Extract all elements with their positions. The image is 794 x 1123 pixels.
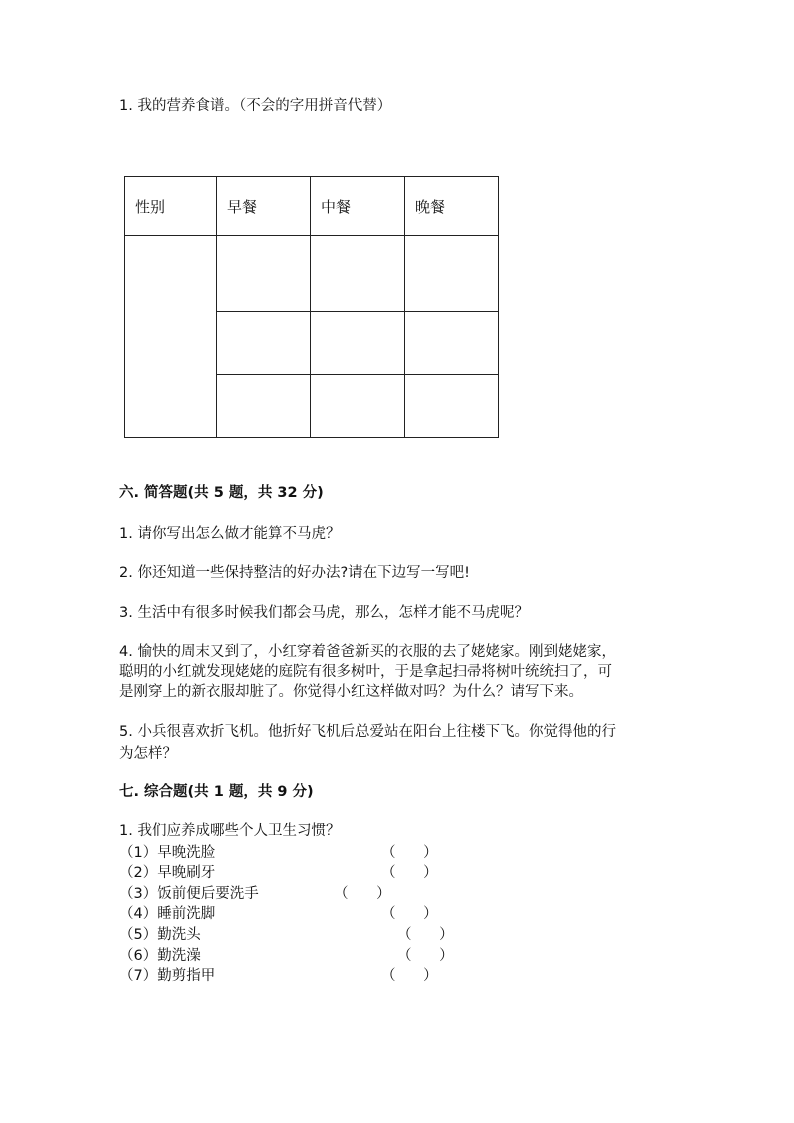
- list-item: （3）饭前便后要洗手: [119, 886, 259, 902]
- list-item: （4）睡前洗脚: [119, 906, 216, 922]
- s6-question-5-line-1: 5. 小兵很喜欢折飞机。他折好飞机后总爱站在阳台上往楼下飞。你觉得他的行: [119, 724, 616, 740]
- s6-question-3: 3. 生活中有很多时候我们都会马虎，那么，怎样才能不马虎呢？: [119, 605, 529, 621]
- s6-question-4-line-1: 4. 愉快的周末又到了，小红穿着爸爸新买的衣服的去了姥姥家。刚到姥姥家，: [119, 644, 616, 660]
- header-lunch: 中餐: [311, 177, 405, 236]
- gender-cell[interactable]: [125, 236, 217, 438]
- lunch-cell[interactable]: [311, 312, 405, 375]
- dinner-cell[interactable]: [405, 375, 499, 438]
- list-item: （7）勤剪指甲: [119, 968, 216, 984]
- answer-parentheses[interactable]: （ ）: [381, 865, 438, 881]
- breakfast-cell[interactable]: [217, 312, 311, 375]
- answer-parentheses[interactable]: （ ）: [381, 906, 438, 922]
- s6-question-1: 1. 请你写出怎么做才能算不马虎？: [119, 526, 341, 542]
- s6-question-4-line-3: 是刚穿上的新衣服却脏了。你觉得小红这样做对吗？为什么？请写下来。: [119, 684, 583, 700]
- section-7-heading: 七. 综合题(共 1 题，共 9 分): [119, 784, 314, 800]
- table-header-row: [125, 177, 499, 236]
- list-item: （5）勤洗头: [119, 927, 201, 943]
- list-item: （1）早晚洗脸: [119, 845, 216, 861]
- breakfast-cell[interactable]: [217, 236, 311, 312]
- lunch-cell[interactable]: [311, 375, 405, 438]
- answer-parentheses[interactable]: （ ）: [334, 886, 391, 902]
- answer-parentheses[interactable]: （ ）: [381, 845, 438, 861]
- list-item: （6）勤洗澡: [119, 948, 201, 964]
- menu-question-title: 1. 我的营养食谱。（不会的字用拼音代替）: [119, 98, 392, 114]
- header-breakfast: 早餐: [217, 177, 311, 236]
- answer-parentheses[interactable]: （ ）: [381, 968, 438, 984]
- lunch-cell[interactable]: [311, 236, 405, 312]
- table-row: [125, 236, 499, 312]
- breakfast-cell[interactable]: [217, 375, 311, 438]
- answer-parentheses[interactable]: （ ）: [397, 948, 454, 964]
- s6-question-5-line-2: 为怎样？: [119, 746, 177, 762]
- nutrition-menu-table: [124, 176, 499, 438]
- list-item: （2）早晚刷牙: [119, 865, 216, 881]
- dinner-cell[interactable]: [405, 236, 499, 312]
- s7-question-1: 1. 我们应养成哪些个人卫生习惯？: [119, 823, 341, 839]
- header-dinner: 晚餐: [405, 177, 499, 236]
- s6-question-4-line-2: 聪明的小红就发现姥姥的庭院有很多树叶，于是拿起扫帚将树叶统统扫了，可: [119, 664, 612, 680]
- section-6-heading: 六. 简答题(共 5 题，共 32 分): [119, 485, 324, 501]
- dinner-cell[interactable]: [405, 312, 499, 375]
- header-gender: 性别: [125, 177, 217, 236]
- answer-parentheses[interactable]: （ ）: [397, 927, 454, 943]
- s6-question-2: 2. 你还知道一些保持整洁的好办法?请在下边写一写吧!: [119, 565, 470, 581]
